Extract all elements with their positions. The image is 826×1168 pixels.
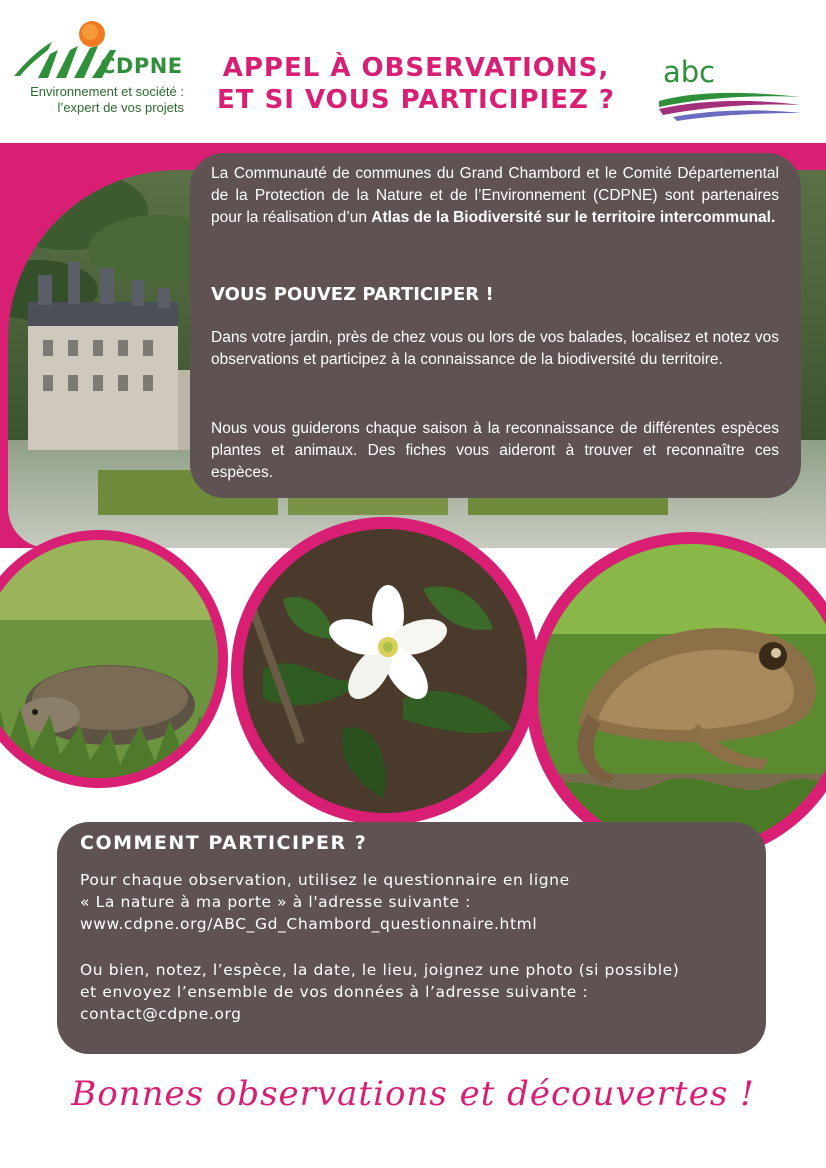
participate-heading: VOUS POUVEZ PARTICIPER ! (211, 284, 494, 305)
title-line1: APPEL À OBSERVATIONS, (222, 53, 610, 83)
title-line2: ET SI VOUS PARTICIPIEZ ? (217, 85, 615, 115)
how-to-line-2: « La nature à ma porte » à l'adresse suivante : (80, 893, 471, 911)
abc-logo (655, 55, 805, 125)
abc-waves-icon (655, 87, 805, 125)
logo-name: CDPNE (100, 54, 183, 78)
anemone-circle (231, 517, 539, 825)
contact-email[interactable]: contact@cdpne.org (80, 1005, 242, 1023)
frog-photo (538, 544, 826, 850)
frog-illustration (538, 544, 826, 850)
anemone-illustration (243, 529, 527, 813)
atlas-highlight: Atlas de la Biodiversité sur le territoire intercommunal. (371, 209, 776, 226)
hedgehog-illustration (0, 540, 218, 778)
logo-tagline-line2: l’expert de vos projets (57, 100, 184, 115)
intro-paragraph-1-text: La Communauté de communes du Grand Chambord et le Comité Départemental de la Protection de la Nature et de l’Environnement (CDPNE) sont partenaires pour la réalisation d’un (211, 165, 779, 226)
anemone-photo (243, 529, 527, 813)
cdpne-logo (12, 20, 192, 120)
how-to-title: COMMENT PARTICIPER ? (80, 832, 368, 854)
abc-logo-text: abc (663, 55, 716, 89)
logo-tagline-line1: Environnement et société : (30, 84, 184, 99)
page-title (196, 52, 636, 116)
how-to-line-5: et envoyez l’ensemble de vos données à l’adresse suivante : (80, 983, 589, 1001)
intro-paragraph-3: Nous vous guiderons chaque saison à la reconnaissance de différentes espèces plantes et animaux. Des fiches vous aideront à trouver et reconnaître ces espèces. (211, 420, 779, 481)
hedgehog-photo (0, 540, 218, 778)
intro-paragraph-1 (211, 163, 779, 229)
how-to-line-4: Ou bien, notez, l’espèce, la date, le lieu, joignez une photo (si possible) (80, 961, 680, 979)
how-to-line-1: Pour chaque observation, utilisez le questionnaire en ligne (80, 871, 570, 889)
closing-message: Bonnes observations et découvertes ! (71, 1074, 755, 1114)
intro-paragraph-2: Dans votre jardin, près de chez vous ou lors de vos balades, localisez et notez vos observations et participez à la connaissance de la biodiversité du territoire. (211, 329, 779, 368)
how-to-panel (57, 822, 766, 1054)
intro-panel (190, 153, 801, 498)
frog-circle (526, 532, 826, 862)
questionnaire-url[interactable]: www.cdpne.org/ABC_Gd_Chambord_questionnaire.html (80, 915, 538, 933)
hedgehog-circle (0, 530, 228, 788)
